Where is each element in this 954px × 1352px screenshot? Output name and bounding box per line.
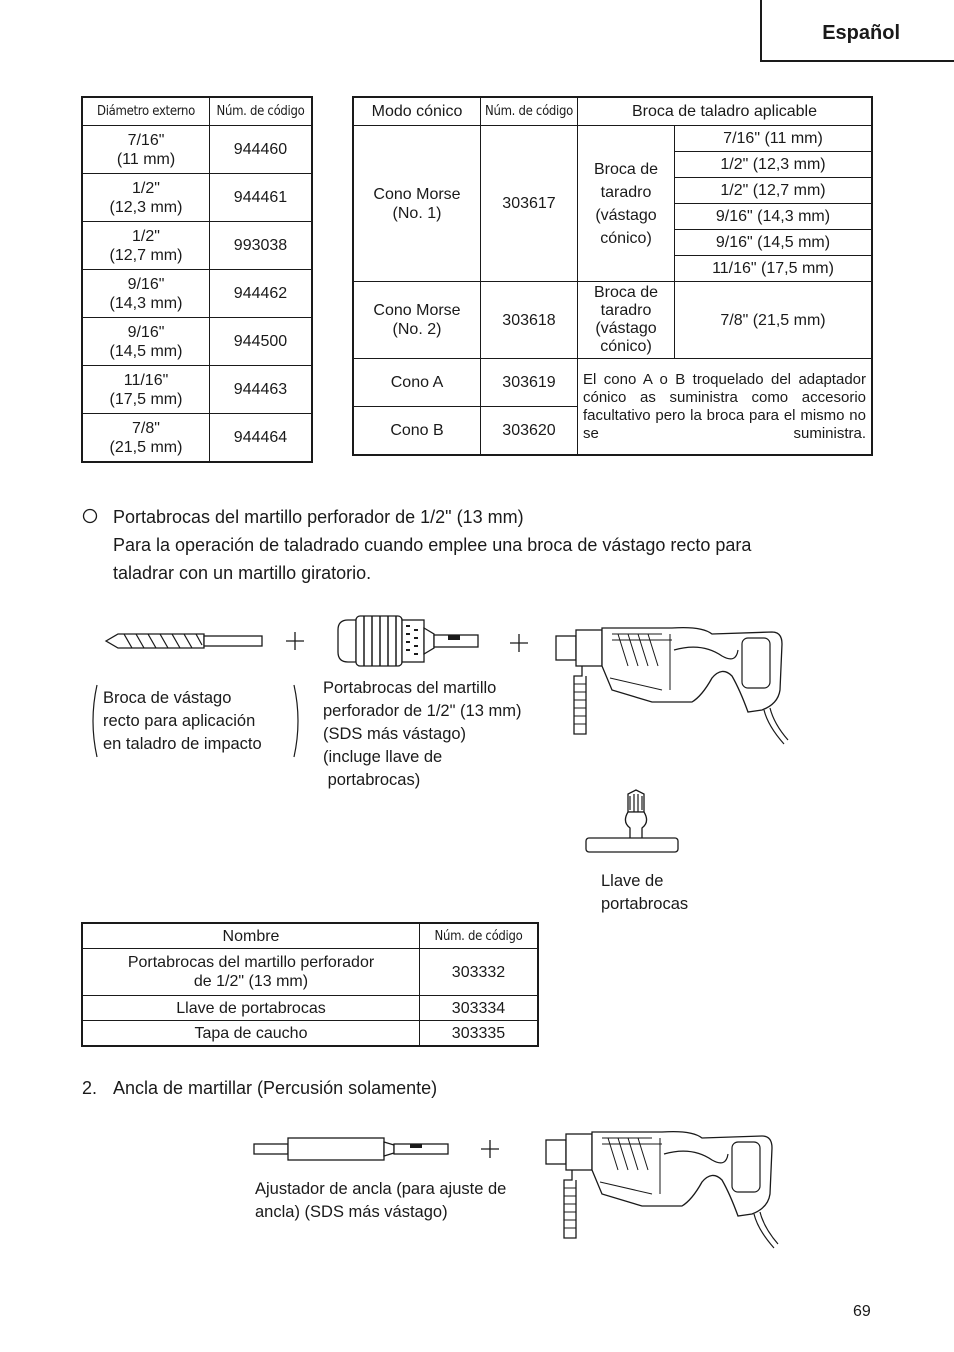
table-row <box>82 318 312 366</box>
table-row <box>82 1021 538 1047</box>
col-header-name: Nombre <box>82 923 420 949</box>
plus-icon <box>284 630 306 652</box>
caption-line: Ajustador de ancla (para ajuste de <box>255 1180 507 1198</box>
diameter-cell: 1/2" (12,3 mm) <box>82 174 210 222</box>
bit-size-cell: 7/8" (21,5 mm) <box>675 282 873 359</box>
caption-line: recto para aplicación <box>103 712 256 730</box>
col-header-diameter: Diámetro externo <box>82 97 210 126</box>
code-cell: 993038 <box>210 222 313 270</box>
col-header-taper-mode: Modo cónico <box>353 97 481 126</box>
diameter-cell: 7/16" (11 mm) <box>82 126 210 174</box>
code-cell: 303620 <box>481 407 578 456</box>
bit-size-cell: 9/16" (14,5 mm) <box>675 230 873 256</box>
code-cell: 944462 <box>210 270 313 318</box>
bit-size-cell: 1/2" (12,3 mm) <box>675 152 873 178</box>
table-row <box>353 359 872 407</box>
col-header-applicable-bit: Broca de taladro aplicable <box>578 97 873 126</box>
parts-code-table <box>81 922 539 1047</box>
chuck-caption <box>323 677 521 792</box>
cone-note: El cono A o B troquelado del adaptador cónico as suministra como accesorio facultativo pero la broca para el mismo no se suministra. <box>578 359 873 456</box>
language-label: Español <box>822 22 900 44</box>
code-cell: 944460 <box>210 126 313 174</box>
code-cell: 303619 <box>481 359 578 407</box>
taper-mode-cell: Cono B <box>353 407 481 456</box>
part-name-cell: Portabrocas del martillo perforador de 1/2" (13 mm) <box>82 949 420 996</box>
code-cell: 944500 <box>210 318 313 366</box>
drill-bit-icon <box>104 628 266 654</box>
diameter-cell: 9/16" (14,3 mm) <box>82 270 210 318</box>
section1-description-line1: Para la operación de taladrado cuando emplee una broca de vástago recto para <box>113 535 752 555</box>
chuck-icon <box>334 612 484 670</box>
bit-size-cell: 1/2" (12,7 mm) <box>675 178 873 204</box>
caption-line: (incluge llave de <box>323 748 443 766</box>
code-cell: 944461 <box>210 174 313 222</box>
section2-title: Ancla de martillar (Percusión solamente) <box>113 1078 438 1098</box>
caption-line: ancla) (SDS más vástago) <box>255 1203 448 1221</box>
table-row <box>82 996 538 1021</box>
table-row <box>82 222 312 270</box>
caption-line: Broca de vástago <box>103 689 232 707</box>
caption-line: Llave de <box>601 872 664 890</box>
table-row <box>82 174 312 222</box>
code-cell: 303332 <box>420 949 539 996</box>
bullet-circle-icon <box>82 508 98 529</box>
table-row <box>82 126 312 174</box>
diameter-cell: 7/8" (21,5 mm) <box>82 414 210 463</box>
code-cell: 303617 <box>481 126 578 282</box>
section1-title: Portabrocas del martillo perforador de 1/2" (13 mm) <box>113 507 524 527</box>
table-row <box>353 282 872 359</box>
table-row <box>82 414 312 463</box>
code-cell: 303335 <box>420 1021 539 1047</box>
left-bracket-icon <box>88 684 98 758</box>
table-row <box>82 949 538 996</box>
diameter-cell: 1/2" (12,7 mm) <box>82 222 210 270</box>
section1-text <box>113 503 893 587</box>
diameter-cell: 9/16" (14,5 mm) <box>82 318 210 366</box>
code-cell: 303334 <box>420 996 539 1021</box>
col-header-code: Núm. de código <box>481 97 578 126</box>
caption-line: Portabrocas del martillo <box>323 679 497 697</box>
chuck-key-caption <box>601 870 688 916</box>
caption-line: perforador de 1/2" (13 mm) <box>323 702 522 720</box>
plus-icon <box>508 632 530 654</box>
bit-size-cell: 9/16" (14,3 mm) <box>675 204 873 230</box>
section1-description-line2: taladrar con un martillo giratorio. <box>113 563 372 583</box>
rotary-hammer-icon <box>542 1124 782 1254</box>
page-number: 69 <box>853 1303 871 1320</box>
part-name-cell: Tapa de caucho <box>82 1021 420 1047</box>
taper-mode-table <box>352 96 873 456</box>
anchor-adjuster-icon <box>252 1134 452 1164</box>
table-row <box>353 126 872 152</box>
code-cell: 303618 <box>481 282 578 359</box>
plus-icon <box>479 1138 501 1160</box>
caption-line: portabrocas <box>601 895 689 913</box>
table-row <box>82 270 312 318</box>
taper-mode-cell: Cono Morse (No. 2) <box>353 282 481 359</box>
caption-line: en taladro de impacto <box>103 735 262 753</box>
drill-bit-caption <box>103 687 262 756</box>
bit-type-cell: Broca de taradro (vástago cónico) <box>578 126 675 282</box>
chuck-key-icon <box>584 788 680 858</box>
col-header-code: Núm. de código <box>210 97 313 126</box>
col-header-code: Núm. de código <box>420 923 539 949</box>
right-bracket-icon <box>293 684 303 758</box>
part-name-cell: Llave de portabrocas <box>82 996 420 1021</box>
taper-mode-cell: Cono Morse (No. 1) <box>353 126 481 282</box>
diameter-code-table <box>81 96 313 463</box>
section2-number: 2. <box>82 1078 98 1098</box>
bit-size-cell: 11/16" (17,5 mm) <box>675 256 873 282</box>
bit-size-cell: 7/16" (11 mm) <box>675 126 873 152</box>
language-tab <box>760 0 954 62</box>
rotary-hammer-icon <box>552 620 792 750</box>
bit-type-cell: Broca de taradro (vástago cónico) <box>578 282 675 359</box>
anchor-adjuster-caption <box>255 1178 506 1224</box>
table-row <box>82 366 312 414</box>
taper-mode-cell: Cono A <box>353 359 481 407</box>
code-cell: 944463 <box>210 366 313 414</box>
caption-line: portabrocas) <box>323 771 421 789</box>
code-cell: 944464 <box>210 414 313 463</box>
diameter-cell: 11/16" (17,5 mm) <box>82 366 210 414</box>
caption-line: (SDS más vástago) <box>323 725 467 743</box>
